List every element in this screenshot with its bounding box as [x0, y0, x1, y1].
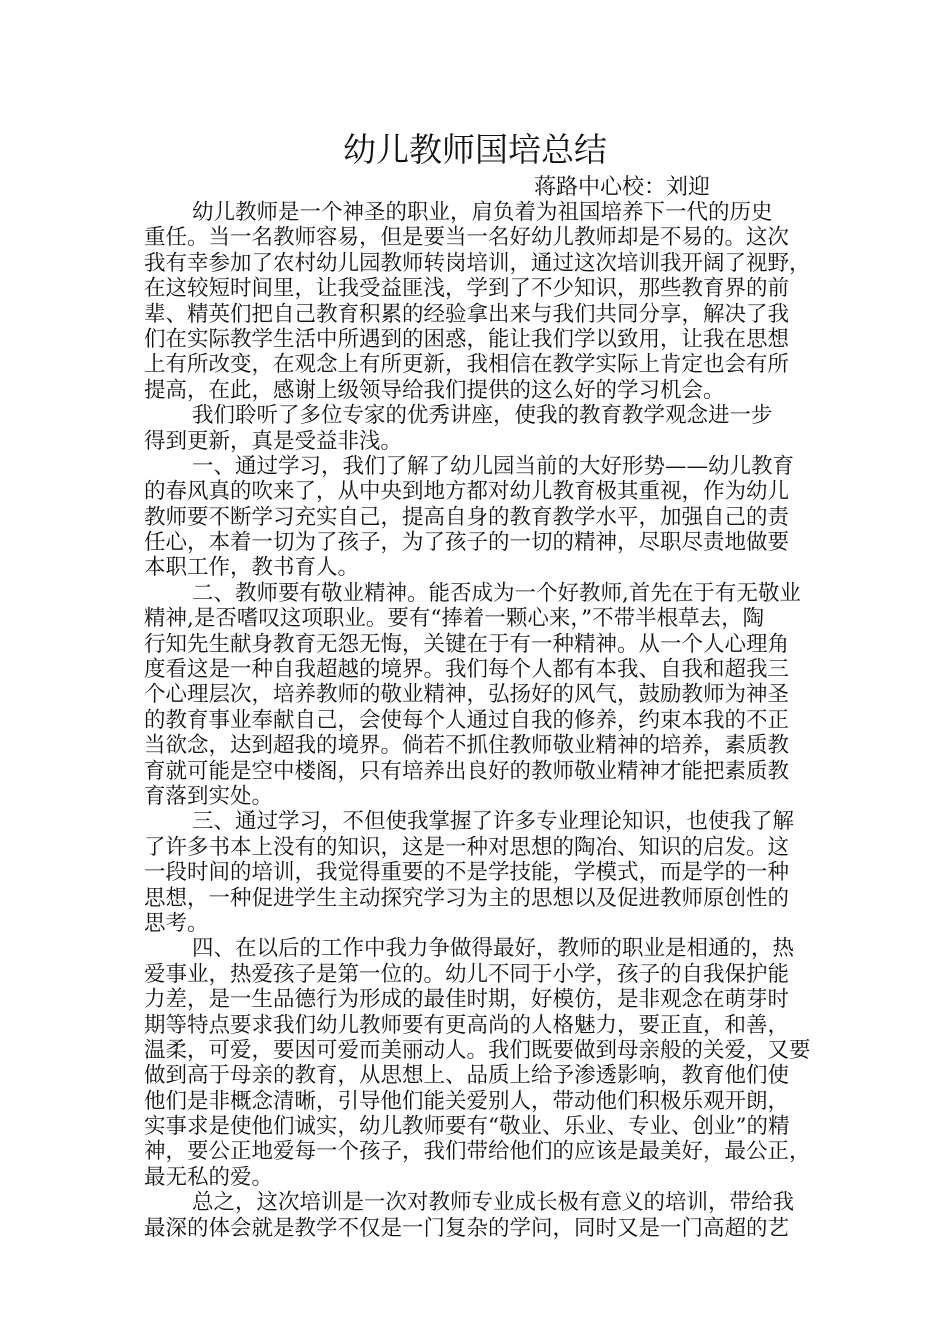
paragraph-line: 思考。: [144, 910, 209, 936]
paragraph-line: 三、通过学习，不但使我掌握了许多专业理论知识，也使我了解: [192, 809, 795, 835]
paragraph-line: 们在实际教学生活中所遇到的困惑，能让我们学以致用，让我在思想: [144, 326, 790, 352]
paragraph-line: 重任。当一名教师容易，但是要当一名好幼儿教师却是不易的。这次: [144, 225, 790, 251]
paragraph-line: 度看这是一种自我超越的境界。我们每个人都有本我、自我和超我三: [144, 657, 790, 683]
paragraph-line: 力差，是一生品德行为形成的最佳时期，好模仿，是非观念在萌芽时: [144, 987, 790, 1013]
paragraph-line: 任心，本着一切为了孩子，为了孩子的一切的精神，尽职尽责地做要: [144, 530, 790, 556]
paragraph-line: 总之，这次培训是一次对教师专业成长极有意义的培训，带给我: [192, 1190, 795, 1216]
paragraph-line: 教师要不断学习充实自己，提高自身的教育教学水平，加强自己的责: [144, 504, 790, 530]
paragraph-line: 行知先生献身教育无怨无悔，关键在于有一种精神。从一个人心理角: [144, 631, 790, 657]
paragraph-line: 了许多书本上没有的知识，这是一种对思想的陶冶、知识的启发。这: [144, 834, 790, 860]
paragraph-line: 本职工作，教书育人。: [144, 555, 360, 581]
paragraph-line: 提高，在此，感谢上级领导给我们提供的这么好的学习机会。: [144, 377, 725, 403]
paragraph-line: 的春风真的吹来了，从中央到地方都对幼儿教育极其重视，作为幼儿: [144, 479, 790, 505]
paragraph-line: 我有幸参加了农村幼儿园教师转岗培训，通过这次培训我开阔了视野，: [144, 250, 811, 276]
paragraph-line: 思想，一种促进学生主动探究学习为主的思想以及促进教师原创性的: [144, 885, 790, 911]
paragraph-line: 当欲念，达到超我的境界。倘若不抓住教师敬业精神的培养，素质教: [144, 733, 790, 759]
paragraph-line: 我们聆听了多位专家的优秀讲座，使我的教育教学观念进一步: [192, 403, 773, 429]
paragraph-line: 他们是非概念清晰，引导他们能关爱别人，带动他们积极乐观开朗，: [144, 1088, 790, 1114]
paragraph-line: 得到更新，真是受益非浅。: [144, 428, 403, 454]
paragraph-line: 幼儿教师是一个神圣的职业，肩负着为祖国培养下一代的历史: [192, 200, 773, 225]
paragraph-line: 一、通过学习，我们了解了幼儿园当前的大好形势——幼儿教育: [192, 453, 795, 479]
paragraph-line: 个心理层次，培养教师的敬业精神，弘扬好的风气，鼓励教师为神圣: [144, 682, 790, 708]
paragraph-line: 辈、精英们把自己教育积累的经验拿出来与我们共同分享，解决了我: [144, 301, 790, 327]
paragraph-line: 二、教师要有敬业精神。能否成为一个好教师,首先在于有无敬业: [192, 580, 801, 606]
document-body: [144, 200, 824, 1241]
paragraph-line: 育落到实处。: [144, 783, 274, 809]
paragraph-line: 育就可能是空中楼阁，只有培养出良好的教师敬业精神才能把素质教: [144, 758, 790, 784]
paragraph-line: 的教育事业奉献自己，会使每个人通过自我的修养，约束本我的不正: [144, 707, 790, 733]
paragraph-line: 期等特点要求我们幼儿教师要有更高尚的人格魅力，要正直，和善，: [144, 1012, 790, 1038]
paragraph-line: 实事求是使他们诚实，幼儿教师要有“敬业、乐业、专业、创业”的精: [144, 1114, 790, 1140]
paragraph-line: 上有所改变，在观念上有所更新，我相信在教学实际上肯定也会有所: [144, 352, 790, 378]
paragraph-line: 温柔，可爱，要因可爱而美丽动人。我们既要做到母亲般的关爱，又要: [144, 1037, 811, 1063]
paragraph-line: 最无私的爱。: [144, 1164, 274, 1190]
paragraph-line: 最深的体会就是教学不仅是一门复杂的学问，同时又是一门高超的艺: [144, 1215, 790, 1241]
paragraph-line: 精神,是否嗜叹这项职业。要有“捧着一颗心来，”不带半根草去，陶: [144, 606, 765, 632]
paragraph-line: 爱事业，热爱孩子是第一位的。幼儿不同于小学，孩子的自我保护能: [144, 961, 790, 987]
paragraph-line: 神，要公正地爱每一个孩子，我们带给他们的应该是最美好，最公正，: [144, 1139, 811, 1165]
author-line: 蒋路中心校：刘迎: [534, 175, 711, 200]
paragraph-line: 做到高于母亲的教育，从思想上、品质上给予渗透影响，教育他们使: [144, 1063, 790, 1089]
paragraph-line: 一段时间的培训，我觉得重要的不是学技能，学模式，而是学的一种: [144, 860, 790, 886]
document-title: 幼儿教师国培总结: [343, 130, 607, 169]
paragraph-line: 四、在以后的工作中我力争做得最好，教师的职业是相通的，热: [192, 936, 795, 962]
paragraph-line: 在这较短时间里，让我受益匪浅，学到了不少知识，那些教育界的前: [144, 276, 790, 302]
